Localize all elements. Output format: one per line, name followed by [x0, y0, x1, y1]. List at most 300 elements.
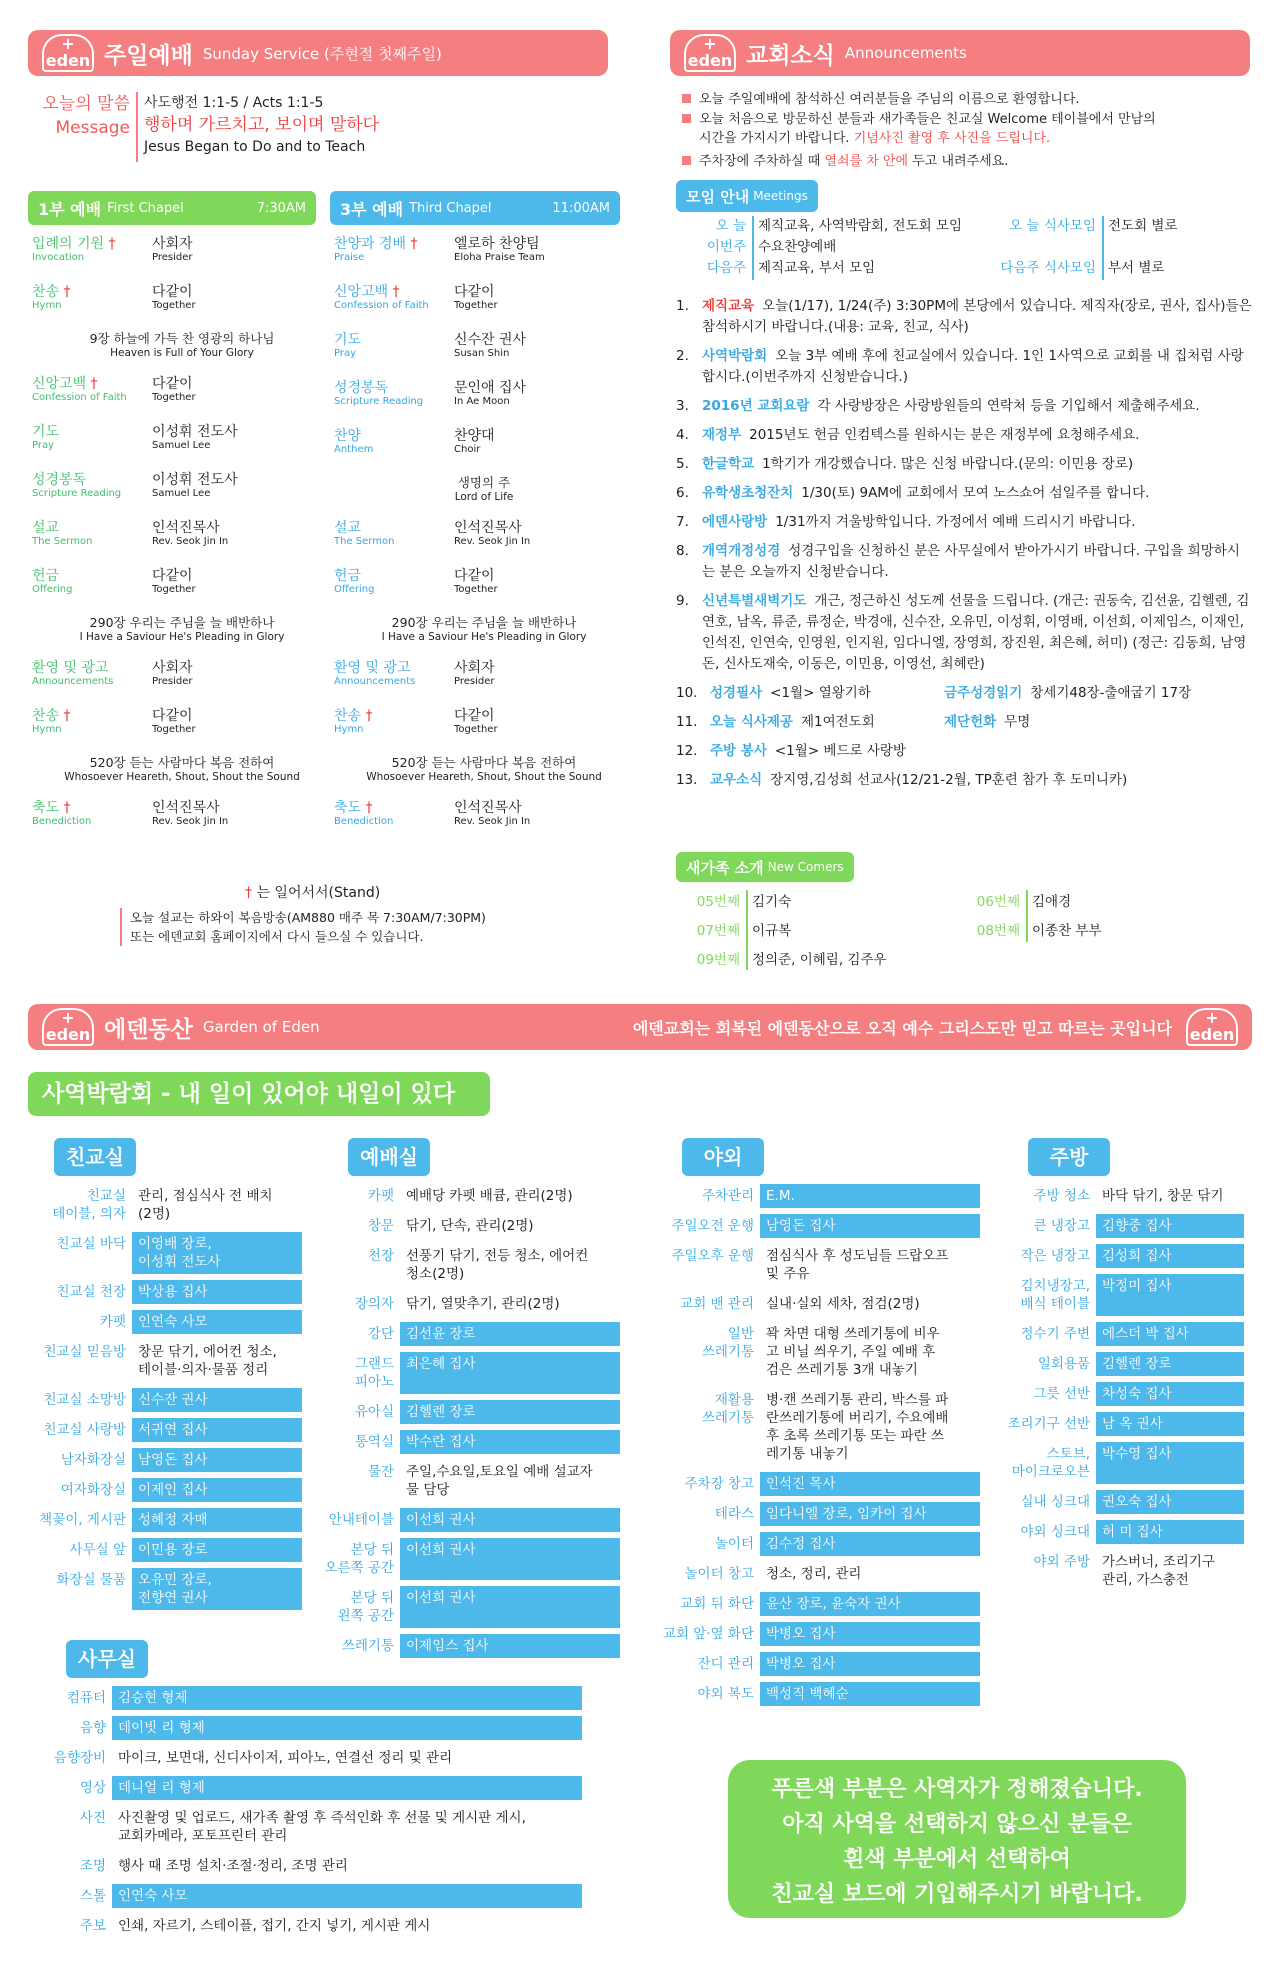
- order-value: [152, 236, 322, 264]
- fellowship-row: [28, 1388, 302, 1412]
- hymn-line: [334, 616, 634, 644]
- order-label: [334, 332, 444, 360]
- section-subtitle: Garden of Eden: [202, 1018, 320, 1036]
- hymn-title: 290장 우리는 주님을 늘 배반하나: [391, 615, 577, 630]
- news-text: [702, 541, 1252, 583]
- duty-assignee: 이선희 권사: [400, 1538, 620, 1580]
- duty-label: 그랜드 피아노: [354, 1356, 394, 1390]
- duty-label: 통역실: [354, 1434, 394, 1450]
- duty-assignee: 이민용 장로: [132, 1538, 302, 1562]
- order-value-ko: 인석진목사: [152, 520, 220, 536]
- order-value-en: Rev. Seok Jin In: [454, 536, 531, 547]
- duty-assignee: 데니얼 리 형제: [112, 1776, 582, 1800]
- duty-label: 주차관리: [701, 1188, 754, 1204]
- order-value-ko: 찬양대: [454, 428, 495, 444]
- eden-logo-icon: + eden: [42, 34, 94, 72]
- duty-assignee: 임다니엘 장로, 임카이 집사: [760, 1502, 980, 1526]
- fellowship-row: [28, 1478, 302, 1502]
- news-item: [676, 591, 1252, 675]
- duty-assignee: 김승현 형제: [112, 1686, 582, 1710]
- duty-label: 화장실 물품: [56, 1572, 126, 1588]
- duty-label: 친교실 소망방: [43, 1392, 126, 1408]
- news-body: 오늘(1/17), 1/24(주) 3:30PM에 본당에서 있습니다. 제직자(장로, 권사, 집사)들은 참석하시기 바랍니다.(내용: 교육, 친교, 식사): [702, 298, 1252, 335]
- fellowship-row: [28, 1448, 302, 1472]
- news-keyword: 오늘 식사제공: [710, 714, 793, 730]
- order-value-ko: 인석진목사: [454, 800, 522, 816]
- eden-logo-icon: + eden: [42, 1008, 94, 1046]
- duty-assignee: 이제임스 집사: [400, 1634, 620, 1658]
- order-label: [32, 472, 142, 500]
- hymn-title-en: Heaven is Full of Your Glory: [110, 347, 254, 359]
- order-value-en: Presider: [454, 676, 495, 687]
- order-label-en: Hymn: [334, 724, 364, 735]
- news-number: 11.: [676, 714, 698, 730]
- duty-assignee: 박병오 집사: [760, 1622, 980, 1646]
- worship-row: [322, 1538, 620, 1580]
- kitchen-row: [1002, 1382, 1244, 1406]
- hymn-title: 520장 듣는 사람마다 복음 전하여: [391, 755, 577, 770]
- news-text: [702, 396, 1252, 417]
- order-label-en: Invocation: [32, 252, 85, 263]
- order-label-en: The Sermon: [334, 536, 395, 547]
- duty-assignee: 박수란 집사: [400, 1430, 620, 1454]
- worship-row: [322, 1634, 620, 1658]
- duty-assignee: 김선윤 장로: [400, 1322, 620, 1346]
- duty-label: 본당 뒤 왼쪽 공간: [337, 1590, 394, 1624]
- duty-label: 교회 뒤 화단: [680, 1596, 754, 1612]
- announcements-header: [670, 30, 1250, 76]
- duty-label: 놀이터 창고: [684, 1566, 754, 1582]
- fellowship-row: [28, 1568, 302, 1610]
- order-label-ko: 기도: [32, 424, 60, 440]
- duty-label: 친교실 믿음방: [43, 1344, 126, 1360]
- duty-assignee: 김헬렌 장로: [1096, 1352, 1244, 1376]
- stand-mark: †: [361, 800, 373, 816]
- section-subtitle: Sunday Service (주현절 첫째주일): [202, 44, 442, 63]
- outdoor-row: [656, 1562, 980, 1586]
- duty-label: 일회용품: [1037, 1356, 1090, 1372]
- news-text: [702, 454, 1252, 475]
- sermon-title-en: Jesus Began to Do and to Teach: [144, 139, 366, 155]
- garden-of-eden-header: [28, 1004, 1252, 1050]
- stand-mark: †: [59, 708, 71, 724]
- announcement-item: 주차장에 주차하실 때 열쇠를 차 안에 두고 내려주세요.: [682, 152, 1008, 171]
- order-value-ko: 다같이: [152, 568, 193, 584]
- order-value: [152, 376, 322, 404]
- duty-label: 카펫: [367, 1188, 394, 1204]
- duty-assignee: 병·캔 쓰레기통 관리, 박스를 파 란쓰레기통에 버리기, 수요예배 후 초록 쓰레기통 또는 파란 쓰 레기통 내놓기: [766, 1392, 949, 1462]
- duty-label: 정수기 주변: [1020, 1326, 1090, 1342]
- duty-assignee: 박수영 집사: [1096, 1442, 1244, 1484]
- news-body: 1/31까지 겨울방학입니다. 가정에서 예배 드리시기 바랍니다.: [775, 514, 1136, 530]
- order-label-en: Hymn: [32, 300, 62, 311]
- office-row: [40, 1914, 582, 1938]
- fellowship-row: [28, 1508, 302, 1532]
- worship-row: [322, 1400, 620, 1424]
- worship-row: [322, 1508, 620, 1532]
- order-value: [454, 428, 624, 456]
- duty-label: 물잔: [367, 1464, 394, 1480]
- fellowship-row: [28, 1232, 302, 1274]
- news-keyword: 재정부: [702, 427, 742, 443]
- order-label: [334, 660, 444, 688]
- duty-assignee: 창문 닦기, 에어컨 청소, 테이블·의자·물품 정리: [138, 1344, 277, 1378]
- hymn-title: 생명의 주: [457, 475, 511, 490]
- order-label-ko: 기도: [334, 332, 362, 348]
- order-value-ko: 이성휘 전도사: [152, 472, 238, 488]
- order-label: [334, 236, 444, 264]
- order-value-en: Eloha Praise Team: [454, 252, 545, 263]
- duty-label: 음향: [79, 1720, 106, 1736]
- outdoor-row: [656, 1388, 980, 1466]
- kitchen-row: [1002, 1322, 1244, 1346]
- news-body: 무명: [1004, 714, 1031, 730]
- outdoor-row: [656, 1532, 980, 1556]
- outdoor-row: [656, 1292, 980, 1316]
- office-title: 사무실: [66, 1640, 148, 1678]
- duty-assignee: 데이빗 리 형제: [112, 1716, 582, 1740]
- duty-label: 친교실 천장: [56, 1284, 126, 1300]
- instruction-note: 푸른색 부분은 사역자가 정해졌습니다. 아직 사역을 선택하지 않으신 분들은 흰색 부분에서 선택하여 친교실 보드에 기입해주시기 바랍니다.: [728, 1760, 1186, 1918]
- duty-label: 야외 복도: [697, 1686, 754, 1702]
- stand-mark: †: [406, 236, 418, 252]
- duty-label: 컴퓨터: [66, 1690, 106, 1706]
- duty-label: 강단: [367, 1326, 394, 1342]
- news-item: [676, 346, 1252, 388]
- order-label: [32, 568, 142, 596]
- duty-assignee: 박상용 집사: [132, 1280, 302, 1304]
- order-value: [454, 568, 624, 596]
- news-number: 10.: [676, 685, 698, 701]
- duty-label: 친교실 바닥: [56, 1236, 126, 1252]
- outdoor-row: [656, 1502, 980, 1526]
- news-item: [676, 712, 1252, 733]
- duty-label: 야외 주방: [1033, 1554, 1090, 1570]
- news-keyword: 주방 봉사: [710, 743, 767, 759]
- duty-assignee: 남영돈 집사: [760, 1214, 980, 1238]
- order-label: [32, 520, 142, 548]
- news-keyword: 사역박람회: [702, 348, 768, 364]
- duty-label: 스톨: [79, 1888, 106, 1904]
- order-label-en: Offering: [32, 584, 73, 595]
- duty-assignee: 인연숙 사모: [132, 1310, 302, 1334]
- news-text: [702, 483, 1252, 504]
- order-value-ko: 다같이: [454, 568, 495, 584]
- order-value-en: Together: [152, 392, 196, 403]
- kitchen-row: [1002, 1274, 1244, 1316]
- order-label-ko: 찬송: [32, 708, 60, 724]
- order-label-ko: 찬송: [32, 284, 60, 300]
- duty-assignee: 꽉 차면 대형 쓰레기통에 비우 고 비닐 씌우기, 주일 예배 후 검은 쓰레기통 3개 내놓기: [766, 1326, 940, 1378]
- worship-row: [322, 1430, 620, 1454]
- outdoor-row: [656, 1184, 980, 1208]
- duty-label: 친교실 사랑방: [43, 1422, 126, 1438]
- hymn-title: 520장 듣는 사람마다 복음 전하여: [89, 755, 275, 770]
- duty-assignee: 권오숙 집사: [1096, 1490, 1244, 1514]
- section-subtitle: Announcements: [844, 44, 967, 62]
- order-value-ko: 엘로하 찬양팀: [454, 236, 540, 252]
- order-value-ko: 다같이: [152, 284, 193, 300]
- third-chapel-header: 3부 예배 Third Chapel 11:00AM: [330, 191, 620, 225]
- duty-label: 영상: [79, 1780, 106, 1796]
- news-number: 7.: [676, 514, 689, 530]
- first-chapel-header: 1부 예배 First Chapel 7:30AM: [28, 191, 316, 225]
- news-item: [676, 541, 1252, 583]
- duty-label: 주방 청소: [1033, 1188, 1090, 1204]
- order-label-ko: 축도: [32, 800, 60, 816]
- order-label-ko: 입례의 기원: [32, 236, 105, 252]
- duty-assignee: 차성숙 집사: [1096, 1382, 1244, 1406]
- section-title: 에덴동산: [104, 1016, 193, 1043]
- office-row: [40, 1854, 582, 1878]
- news-keyword: 제직교육: [702, 298, 755, 314]
- order-label: [334, 708, 444, 736]
- order-label: [32, 800, 142, 828]
- duty-assignee: 바닥 닦기, 창문 닦기: [1102, 1188, 1224, 1204]
- news-keyword: 제단헌화: [944, 714, 997, 730]
- news-number: 13.: [676, 772, 698, 788]
- order-value: [152, 520, 322, 548]
- order-label: [32, 376, 142, 404]
- news-keyword: 교우소식: [710, 772, 763, 788]
- duty-label: 그릇 선반: [1033, 1386, 1090, 1402]
- order-label-en: Praise: [334, 252, 365, 263]
- order-label-en: Announcements: [32, 676, 114, 687]
- announcement-item: 오늘 주일예배에 참석하신 여러분들을 주님의 이름으로 환영합니다.: [682, 90, 1080, 109]
- office-row: [40, 1884, 582, 1908]
- worship-row: [322, 1352, 620, 1394]
- hymn-line: [32, 616, 332, 644]
- news-number: 12.: [676, 743, 698, 759]
- office-row: [40, 1776, 582, 1800]
- duty-assignee: 예배당 카펫 배큠, 관리(2명): [406, 1188, 573, 1204]
- message-label-ko: 오늘의 말씀: [42, 94, 130, 114]
- order-label-ko: 찬양과 경배: [334, 236, 407, 252]
- duty-assignee: 남 옥 권사: [1096, 1412, 1244, 1436]
- news-text: [702, 296, 1252, 338]
- duty-assignee: 사진촬영 및 업로드, 새가족 촬영 후 즉석인화 후 선물 및 게시판 게시, 교회카메라, 포토프린터 관리: [118, 1810, 526, 1844]
- duty-label: 카펫: [99, 1314, 126, 1330]
- order-value-en: Susan Shin: [454, 348, 510, 359]
- news-item: [676, 425, 1252, 446]
- outdoor-row: [656, 1592, 980, 1616]
- duty-assignee: 이영배 장로, 이성휘 전도사: [132, 1232, 302, 1274]
- order-value-ko: 인석진목사: [454, 520, 522, 536]
- order-label: [32, 284, 142, 312]
- order-value: [152, 472, 322, 500]
- duty-label: 주일오전 운행: [671, 1218, 754, 1234]
- order-value: [454, 236, 624, 264]
- news-keyword: 금주성경읽기: [944, 685, 1023, 701]
- order-label-ko: 헌금: [334, 568, 362, 584]
- news-number: 8.: [676, 543, 689, 559]
- duty-assignee: 인쇄, 자르기, 스테이플, 접기, 간지 넣기, 게시판 게시: [118, 1918, 431, 1934]
- radio-note: 오늘 설교는 하와이 복음방송(AM880 매주 목 7:30AM/7:30PM) 또는 에덴교회 홈페이지에서 다시 들으실 수 있습니다.: [120, 908, 540, 946]
- stand-mark: †: [104, 236, 116, 252]
- stand-mark: †: [361, 708, 373, 724]
- order-label-en: The Sermon: [32, 536, 93, 547]
- duty-label: 교회 밴 관리: [680, 1296, 754, 1312]
- order-label-en: Confession of Faith: [32, 392, 127, 403]
- hymn-title-en: I Have a Saviour He's Pleading in Glory: [381, 631, 587, 643]
- news-item: [676, 396, 1252, 417]
- message-block: [30, 92, 610, 164]
- duty-assignee: 오유민 장로, 전향연 권사: [132, 1568, 302, 1610]
- section-title: 교회소식: [746, 42, 835, 69]
- order-value-en: Together: [454, 300, 498, 311]
- duty-label: 잔디 관리: [697, 1656, 754, 1672]
- kitchen-row: [1002, 1244, 1244, 1268]
- fellowship-row: [28, 1340, 302, 1382]
- duty-assignee: E.M.: [760, 1184, 980, 1208]
- worship-row: [322, 1244, 620, 1286]
- stand-mark: †: [388, 284, 400, 300]
- news-item: [676, 683, 1252, 704]
- duty-label: 유아실: [354, 1404, 394, 1420]
- news-body: <1월> 베드로 사랑방: [774, 743, 906, 759]
- news-item: [676, 483, 1252, 504]
- newcomers-tag: 새가족 소개 New Comers: [676, 852, 854, 882]
- duty-label: 재활용 쓰레기통: [701, 1392, 754, 1426]
- news-keyword: 개역개정성경: [702, 543, 781, 559]
- hymn-title-en: Whosoever Heareth, Shout, Shout the Sound: [366, 771, 602, 783]
- order-value-ko: 다같이: [454, 284, 495, 300]
- hymn-line: [334, 476, 634, 504]
- newcomers-list: 05번째 07번째 09번째 김기숙 이규복 정의준, 이혜림, 김주우 06번째 08번째 김애경 이종찬 부부: [690, 888, 1250, 972]
- order-value: [454, 660, 624, 688]
- news-number: 4.: [676, 427, 689, 443]
- order-label-ko: 성경봉독: [334, 380, 389, 396]
- kitchen-title: 주방: [1028, 1138, 1110, 1176]
- duty-label: 조리기구 선반: [1007, 1416, 1090, 1432]
- order-value-en: Choir: [454, 444, 481, 455]
- office-row: [40, 1806, 582, 1848]
- duty-assignee: 마이크, 보면대, 신디사이저, 피아노, 연결선 정리 및 관리: [118, 1750, 453, 1766]
- duty-label: 작은 냉장고: [1020, 1248, 1090, 1264]
- news-body: 창세기48장-출애굽기 17장: [1030, 685, 1192, 701]
- duty-assignee: 남영돈 집사: [132, 1448, 302, 1472]
- duty-label: 여자화장실: [60, 1482, 126, 1498]
- scripture-reference: 사도행전 1:1-5 / Acts 1:1-5: [144, 95, 324, 111]
- duty-assignee: 점심식사 후 성도님들 드랍오프 및 주유: [766, 1248, 949, 1282]
- order-value-en: Presider: [152, 676, 193, 687]
- duty-label: 쓰레기통: [341, 1638, 394, 1654]
- duty-label: 남자화장실: [60, 1452, 126, 1468]
- message-label-en: Message: [55, 118, 130, 138]
- fellowship-row: [28, 1310, 302, 1334]
- news-body: 성경구입을 신청하신 분은 사무실에서 받아가시기 바랍니다. 구입을 희망하시는 분은 오늘까지 신청받습니다.: [702, 543, 1240, 580]
- duty-label: 친교실 테이블, 의자: [52, 1188, 126, 1222]
- order-value: [454, 708, 624, 736]
- worship-row: [322, 1184, 620, 1208]
- news-keyword: 에덴사랑방: [702, 514, 768, 530]
- worship-row: [322, 1586, 620, 1628]
- news-body: 1/30(토) 9AM에 교회에서 모여 노스쇼어 섬일주를 합니다.: [801, 485, 1150, 501]
- order-label-en: Benediction: [32, 816, 92, 827]
- duty-assignee: 박정미 집사: [1096, 1274, 1244, 1316]
- order-value: [152, 424, 322, 452]
- order-value-ko: 사회자: [454, 660, 495, 676]
- order-label-en: Benediction: [334, 816, 394, 827]
- order-label-en: Pray: [334, 348, 357, 359]
- duty-label: 일반 쓰레기통: [701, 1326, 754, 1360]
- order-label: [334, 800, 444, 828]
- news-number: 3.: [676, 398, 689, 414]
- kitchen-row: [1002, 1352, 1244, 1376]
- duty-assignee: 행사 때 조명 설치·조절·정리, 조명 관리: [118, 1858, 348, 1874]
- order-value-en: Samuel Lee: [152, 440, 211, 451]
- fellowship-title: 친교실: [54, 1138, 136, 1176]
- stand-mark: †: [59, 284, 71, 300]
- news-item: [676, 741, 1252, 762]
- office-row: [40, 1716, 582, 1740]
- duty-assignee: 박병오 집사: [760, 1652, 980, 1676]
- worship-row: [322, 1460, 620, 1502]
- order-value: [152, 660, 322, 688]
- order-label-en: Announcements: [334, 676, 416, 687]
- kitchen-row: [1002, 1520, 1244, 1544]
- news-text: [702, 591, 1252, 675]
- outdoor-row: [656, 1214, 980, 1238]
- news-body: <1월> 열왕기하: [770, 685, 871, 701]
- fellowship-row: [28, 1538, 302, 1562]
- order-value-en: Together: [152, 300, 196, 311]
- duty-label: 창문: [367, 1218, 394, 1234]
- hymn-line: [32, 756, 332, 784]
- news-number: 2.: [676, 348, 689, 364]
- outdoor-row: [656, 1652, 980, 1676]
- order-value: [152, 568, 322, 596]
- news-body: 장지영,김성희 선교사(12/21-2월, TP훈련 참가 후 도미니카): [770, 772, 1128, 788]
- news-number: 9.: [676, 593, 689, 609]
- order-label-ko: 설교: [32, 520, 60, 536]
- duty-label: 테라스: [714, 1506, 754, 1522]
- kitchen-row: [1002, 1442, 1244, 1484]
- news-number: 5.: [676, 456, 689, 472]
- news-item: [676, 296, 1252, 338]
- news-text-2: [944, 712, 1252, 733]
- duty-assignee: 김성희 집사: [1096, 1244, 1244, 1268]
- news-item: [676, 512, 1252, 533]
- news-body: 각 사랑방장은 사랑방원들의 연락처 등을 기입해서 제출해주세요.: [817, 398, 1200, 414]
- duty-label: 스토브, 마이크로오븐: [1011, 1446, 1090, 1480]
- kitchen-row: [1002, 1490, 1244, 1514]
- garden-slogan: 에덴교회는 회복된 에덴동산으로 오직 예수 그리스도만 믿고 따르는 곳입니다: [632, 1018, 1172, 1038]
- news-keyword: 한글학교: [702, 456, 755, 472]
- order-value-ko: 다같이: [152, 708, 193, 724]
- order-label-ko: 성경봉독: [32, 472, 87, 488]
- duty-assignee: 이선희 권사: [400, 1508, 620, 1532]
- kitchen-row: [1002, 1550, 1244, 1592]
- news-body: 오늘 3부 예배 후에 친교실에서 있습니다. 1인 1사역으로 교회를 내 집처럼 사랑합시다.(이번주까지 신청받습니다.): [702, 348, 1244, 385]
- duty-assignee: 닦기, 열맞추기, 관리(2명): [406, 1296, 560, 1312]
- order-label-ko: 찬양: [334, 428, 362, 444]
- news-text: [710, 741, 1252, 762]
- order-value-en: Rev. Seok Jin In: [152, 536, 229, 547]
- order-value: [454, 800, 624, 828]
- duty-label: 조명: [79, 1858, 106, 1874]
- duty-label: 사진: [79, 1810, 106, 1826]
- order-label: [334, 428, 444, 456]
- news-item: [676, 454, 1252, 475]
- duty-assignee: 청소, 정리, 관리: [766, 1566, 862, 1582]
- order-value: [454, 332, 624, 360]
- duty-assignee: 에스더 박 집사: [1096, 1322, 1244, 1346]
- order-value-en: Together: [152, 724, 196, 735]
- duty-label: 김치냉장고, 배식 테이블: [1020, 1278, 1090, 1312]
- duty-assignee: 인연숙 사모: [112, 1884, 582, 1908]
- order-value-en: Together: [454, 584, 498, 595]
